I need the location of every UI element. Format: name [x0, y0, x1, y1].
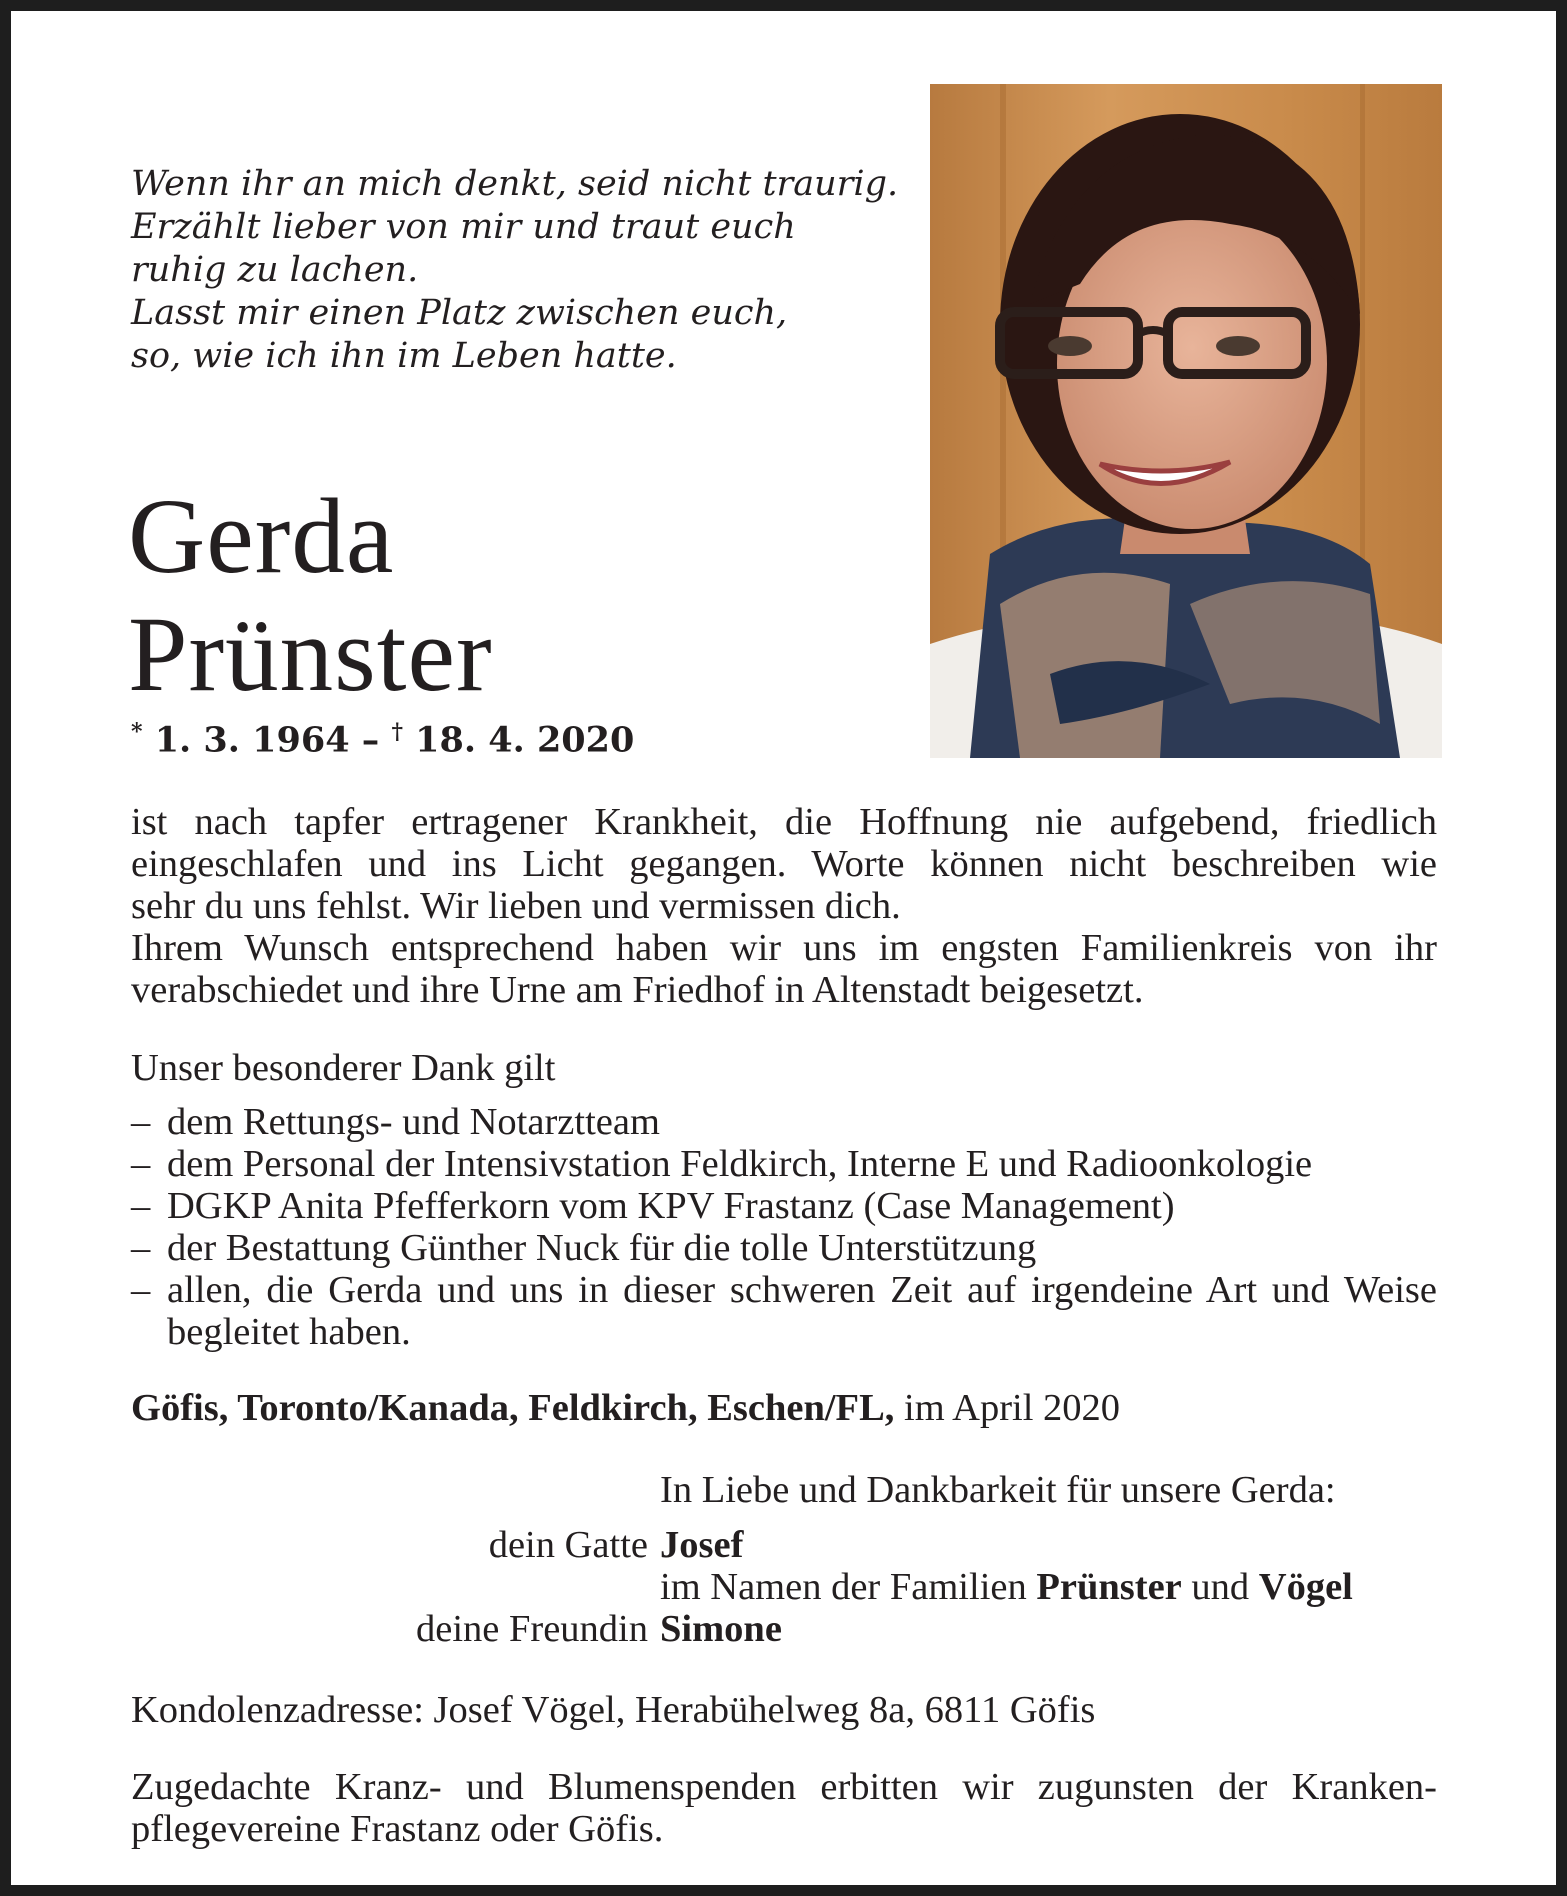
donation-line: Zugedachte Kranz- und Blumenspenden erbitten wir zugunsten der Kranken- — [131, 1766, 1437, 1808]
donation-line: pflegevereine Frastanz oder Göfis. — [131, 1808, 664, 1850]
obituary-text — [131, 801, 1437, 1011]
thanks-item — [131, 1101, 1437, 1143]
list-dash: – — [131, 1185, 151, 1227]
families-and: und — [1181, 1566, 1259, 1608]
deceased-name — [128, 478, 493, 714]
thanks-item — [131, 1269, 1437, 1353]
friend-label: deine Freundin — [415, 1608, 648, 1650]
signature-intro: In Liebe und Dankbarkeit für unsere Gerda: — [660, 1469, 1336, 1511]
thanks-item-text: allen, die Gerda und uns in dieser schweren Zeit auf irgendeine Art und Weise begleitet haben. — [167, 1269, 1437, 1353]
donation-note — [131, 1766, 1437, 1850]
thanks-item — [131, 1143, 1437, 1185]
quote-line: so, wie ich ihn im Leben hatte. — [131, 336, 677, 376]
month-date: im April 2020 — [894, 1387, 1121, 1429]
thanks-list — [131, 1101, 1437, 1353]
husband-label: dein Gatte — [488, 1524, 648, 1566]
list-dash: – — [131, 1101, 151, 1143]
text-line: verabschiedet und ihre Urne am Friedhof in Altenstadt beigesetzt. — [131, 969, 1144, 1011]
family-name-2: Vögel — [1258, 1566, 1353, 1608]
date-separator: – — [361, 719, 380, 761]
condolence-address: Kondolenzadresse: Josef Vögel, Herabühelweg 8a, 6811 Göfis — [131, 1689, 1096, 1731]
birth-date: 1. 3. 1964 — [154, 719, 350, 761]
life-dates — [131, 719, 634, 761]
families-prefix: im Namen der Familien — [660, 1566, 1037, 1608]
portrait-photo — [930, 84, 1442, 758]
memorial-quote — [131, 163, 899, 378]
last-name: Prünster — [128, 596, 493, 714]
text-line: eingeschlafen und ins Licht gegangen. Worte können nicht beschreiben wie — [131, 843, 1437, 885]
text-line: sehr du uns fehlst. Wir lieben und vermissen dich. — [131, 885, 901, 927]
thanks-item-text: der Bestattung Günther Nuck für die tolle Unterstützung — [167, 1227, 1037, 1269]
families-line — [660, 1565, 1353, 1609]
text-line: Ihrem Wunsch entsprechend haben wir uns im engsten Familienkreis von ihr — [131, 927, 1437, 969]
husband-name: Josef — [660, 1524, 744, 1566]
thanks-item-text: dem Rettungs- und Notarztteam — [167, 1101, 660, 1143]
text-line: ist nach tapfer ertragener Krankheit, die Hoffnung nie aufgebend, friedlich — [131, 801, 1437, 843]
thanks-item-text: dem Personal der Intensivstation Feldkirch, Interne E und Radioonkologie — [167, 1143, 1313, 1185]
list-dash: – — [131, 1143, 151, 1185]
quote-line: Wenn ihr an mich denkt, seid nicht traurig. — [131, 164, 899, 204]
thanks-item — [131, 1185, 1437, 1227]
first-name: Gerda — [128, 478, 395, 596]
portrait-illustration — [930, 84, 1442, 758]
thanks-item-text: DGKP Anita Pfefferkorn vom KPV Frastanz (Case Management) — [167, 1185, 1175, 1227]
list-dash: – — [131, 1269, 151, 1311]
places-date-line — [131, 1386, 1120, 1430]
death-symbol: † — [391, 719, 403, 745]
quote-line: ruhig zu lachen. — [131, 250, 419, 290]
friend-name: Simone — [660, 1608, 782, 1650]
birth-symbol: * — [131, 719, 143, 745]
thanks-intro: Unser besonderer Dank gilt — [131, 1047, 556, 1089]
list-dash: – — [131, 1227, 151, 1269]
places: Göfis, Toronto/Kanada, Feldkirch, Eschen/FL, — [131, 1387, 895, 1429]
death-date: 18. 4. 2020 — [415, 719, 635, 761]
family-name-1: Prünster — [1036, 1566, 1182, 1608]
quote-line: Lasst mir einen Platz zwischen euch, — [131, 293, 788, 333]
quote-line: Erzählt lieber von mir und traut euch — [131, 207, 796, 247]
thanks-item — [131, 1227, 1437, 1269]
